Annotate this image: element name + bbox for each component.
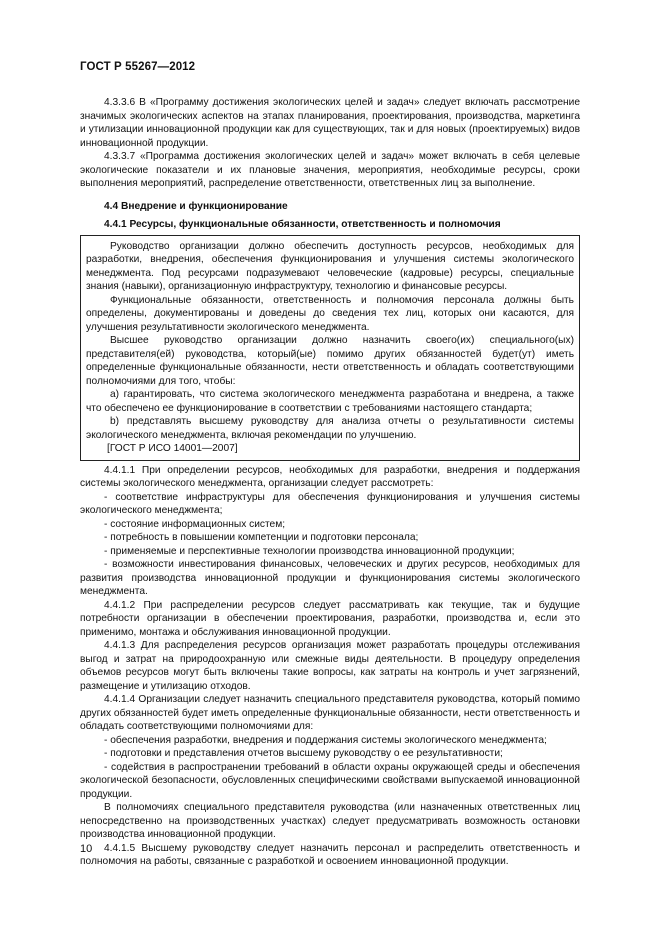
box-paragraph: Функциональные обязанности, ответственность и полномочия персонала должны быть определены, документированы и доведены до сведения тех лиц, которых они касаются, для улучшения результативности экологического менеджмента. [86, 294, 574, 333]
paragraph-4-3-3-7: 4.3.3.7 «Программа достижения экологических целей и задач» может включать в себя целевые экологические показатели и их плановые значения, мероприятия, необходимые ресурсы, сроки выполнения мероприятий, распределение ответственности, ответственных лиц за выполнение. [80, 151, 580, 189]
quoted-standard-box [80, 235, 580, 461]
list-item: - потребность в повышении компетенции и подготовки персонала; [104, 532, 419, 543]
box-citation: [ГОСТ Р ИСО 14001—2007] [107, 443, 238, 454]
list-item: - обеспечения разработки, внедрения и поддержания системы экологического менеджмента; [104, 734, 547, 746]
list-item: - применяемые и перспективные технологии производства инновационной продукции; [104, 545, 515, 557]
list-item: - содействия в распространении требований в области охраны окружающей среды и обеспечения экологической безопасности, обусловленных специфическими свойствами выпускаемой инновационной продукции. [80, 761, 580, 800]
paragraph-4-4-1-5: 4.4.1.5 Высшему руководству следует назначить персонал и распределить ответственность и полномочия на работы, связанные с разработкой и освоением инновационной продукции. [80, 842, 580, 867]
document-header: ГОСТ Р 55267—2012 [80, 61, 196, 73]
paragraph-4-4-1-3: 4.4.1.3 Для распределения ресурсов организация может разработать процедуры отслеживания выгод и затрат на природоохранную или смежные виды деятельности. В процедуру определения объемов ресурсов могут быть включены такие вопросы, как затраты на контроль и учет загрязнений, размещение и утилизацию отходов. [80, 640, 580, 692]
paragraph-4-4-1-1: 4.4.1.1 При определении ресурсов, необходимых для разработки, внедрения и поддержания системы экологического менеджмента, организации следует рассмотреть: [80, 464, 580, 489]
paragraph-4-3-3-6: 4.3.3.6 В «Программу достижения экологических целей и задач» следует включать рассмотрение значимых экологических аспектов на этапах планирования, проектирования, производства, маркетинга и утилизации инновационной продукции как для существующих, так и для новых (проектируемых) видов инновационной продукции. [80, 97, 580, 149]
box-paragraph: Высшее руководство организации должно назначить своего(их) специального(ых) представителя(ей) руководства, который(ые) помимо других обязанностей будет(ут) иметь определенные функциональные обязанности, нести ответственность и обладать соответствующими полномочиями для того, чтобы: [86, 335, 574, 387]
paragraph-4-4-1-2: 4.4.1.2 При распределении ресурсов следует рассматривать как текущие, так и будущие потребности организации в обеспечении проектирования, разработки, производства и, если это применимо, монтажа и обслуживания инновационной продукции. [80, 599, 580, 638]
box-paragraph: Руководство организации должно обеспечить доступность ресурсов, необходимых для разработки, внедрения, обеспечения функционирования и улучшения системы экологического менеджмента. Под ресурсами подразумевают человеческие (кадровые) ресурсы, специальные знания (навыки), организационную инфраструктуру, технологию и финансовые ресурсы. [86, 240, 574, 292]
list-item: - возможности инвестирования финансовых, человеческих и других ресурсов, необходимых для развития производства инновационной продукции и функционирования системы экологического менеджмента. [80, 559, 580, 597]
box-list-item: a) гарантировать, что система экологического менеджмента разработана и внедрена, а также что обеспечено ее функционирование в соответствии с требованиями настоящего стандарта; [86, 389, 574, 414]
list-item: - соответствие инфраструктуры для обеспечения функционирования и улучшения системы экологического менеджмента; [80, 491, 580, 516]
section-heading: 4.4 Внедрение и функционирование [104, 200, 288, 212]
page-number: 10 [80, 843, 93, 855]
subsection-heading: 4.4.1 Ресурсы, функциональные обязанности, ответственность и полномочия [104, 219, 501, 230]
box-list-item: b) представлять высшему руководству для анализа отчеты о результативности системы экологического менеджмента, включая рекомендации по улучшению. [86, 416, 574, 441]
document-body [80, 96, 580, 869]
paragraph: В полномочиях специального представителя руководства (или назначенных ответственных лиц непосредственно на производственных участках) следует предусматривать возможность остановки производства инновационной продукции. [80, 802, 580, 840]
list-item: - подготовки и представления отчетов высшему руководству о ее результативности; [104, 748, 503, 759]
list-item: - состояние информационных систем; [104, 518, 286, 530]
paragraph-4-4-1-4: 4.4.1.4 Организации следует назначить специального представителя руководства, который помимо других обязанностей будет иметь определенные функциональные обязанности, нести ответственность и обладать соответствующими полномочиями для: [80, 694, 580, 732]
